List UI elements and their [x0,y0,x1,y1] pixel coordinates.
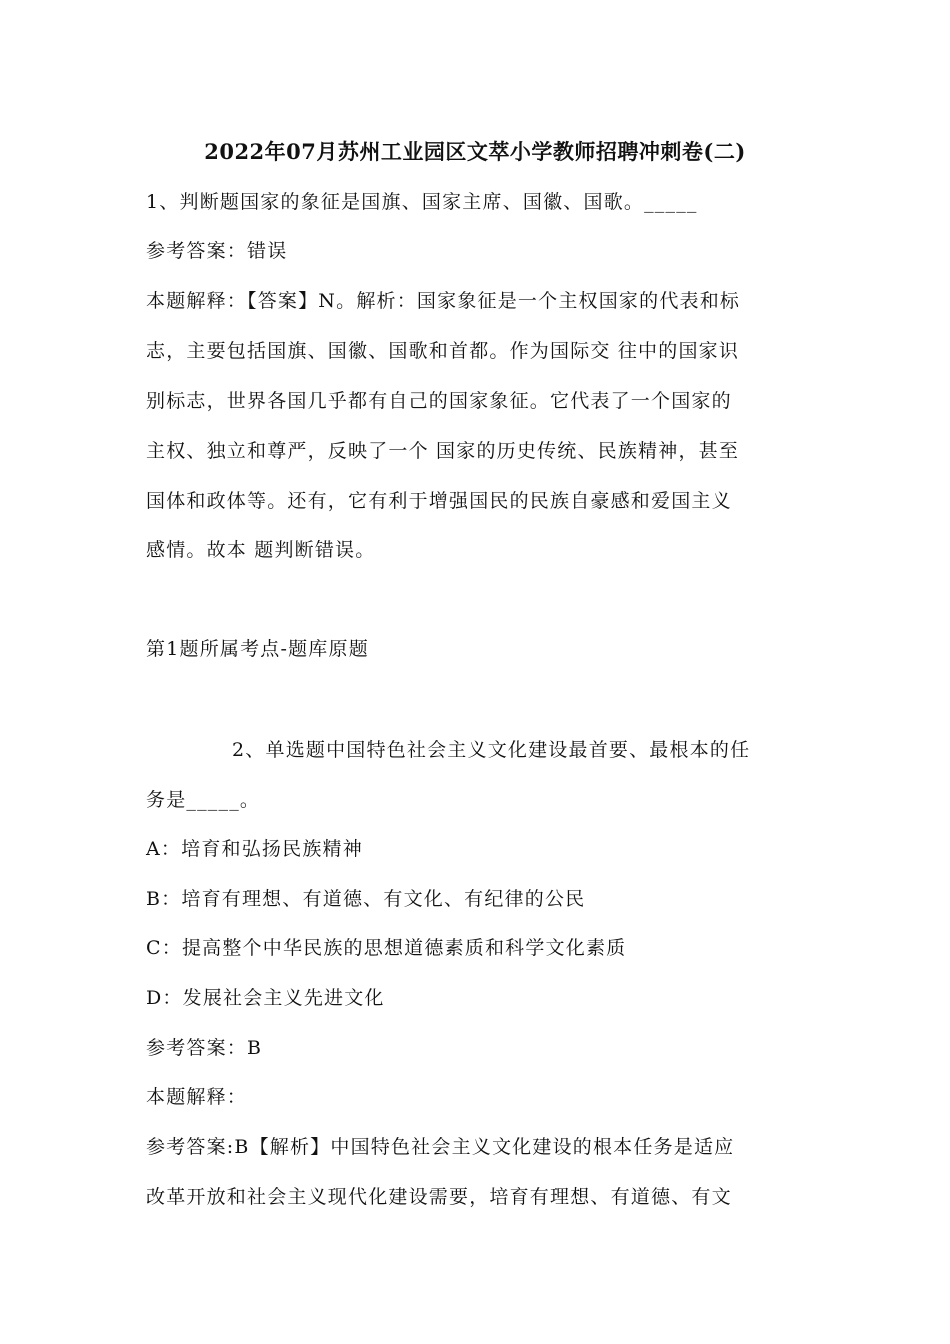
q1-explanation-line: 感情。故本 题判断错误。 [146,539,376,561]
q1-explanation-line: 志，主要包括国旗、国徽、国歌和首都。作为国际交 往中的国家识 [146,340,740,362]
q1-explanation-line: 别标志，世界各国几乎都有自己的国家象征。它代表了一个国家的 [146,390,732,412]
q2-explanation-line: 参考答案:B【解析】中国特色社会主义文化建设的根本任务是适应 [146,1136,735,1158]
q2-option-d: D：发展社会主义先进文化 [146,987,385,1009]
q2-question: 2、单选题中国特色社会主义文化建设最首要、最根本的任 [232,739,751,761]
q2-option-b: B：培育有理想、有道德、有文化、有纪律的公民 [146,888,586,910]
q2-explanation-label: 本题解释： [146,1086,248,1108]
q1-source: 第1题所属考点-题库原题 [146,638,369,660]
q2-question-continued: 务是_____。 [146,789,261,811]
q2-answer: 参考答案：B [146,1037,263,1059]
q1-explanation-line: 主权、独立和尊严，反映了一个 国家的历史传统、民族精神，甚至 [146,440,740,462]
q2-option-a: A：培育和弘扬民族精神 [146,838,363,860]
q1-answer: 参考答案：错误 [146,240,288,262]
q2-option-c: C：提高整个中华民族的思想道德素质和科学文化素质 [146,937,627,959]
document-title: 2022年07月苏州工业园区文萃小学教师招聘冲刺卷(二) [204,139,746,164]
q1-question: 1、判断题国家的象征是国旗、国家主席、国徽、国歌。_____ [146,191,698,213]
q2-explanation-line: 改革开放和社会主义现代化建设需要，培育有理想、有道德、有文 [146,1186,732,1208]
q1-explanation-line: 国体和政体等。还有，它有利于增强国民的民族自豪感和爱国主义 [146,490,732,512]
q1-explanation-line: 本题解释：【答案】N。解析：国家象征是一个主权国家的代表和标 [146,290,741,312]
